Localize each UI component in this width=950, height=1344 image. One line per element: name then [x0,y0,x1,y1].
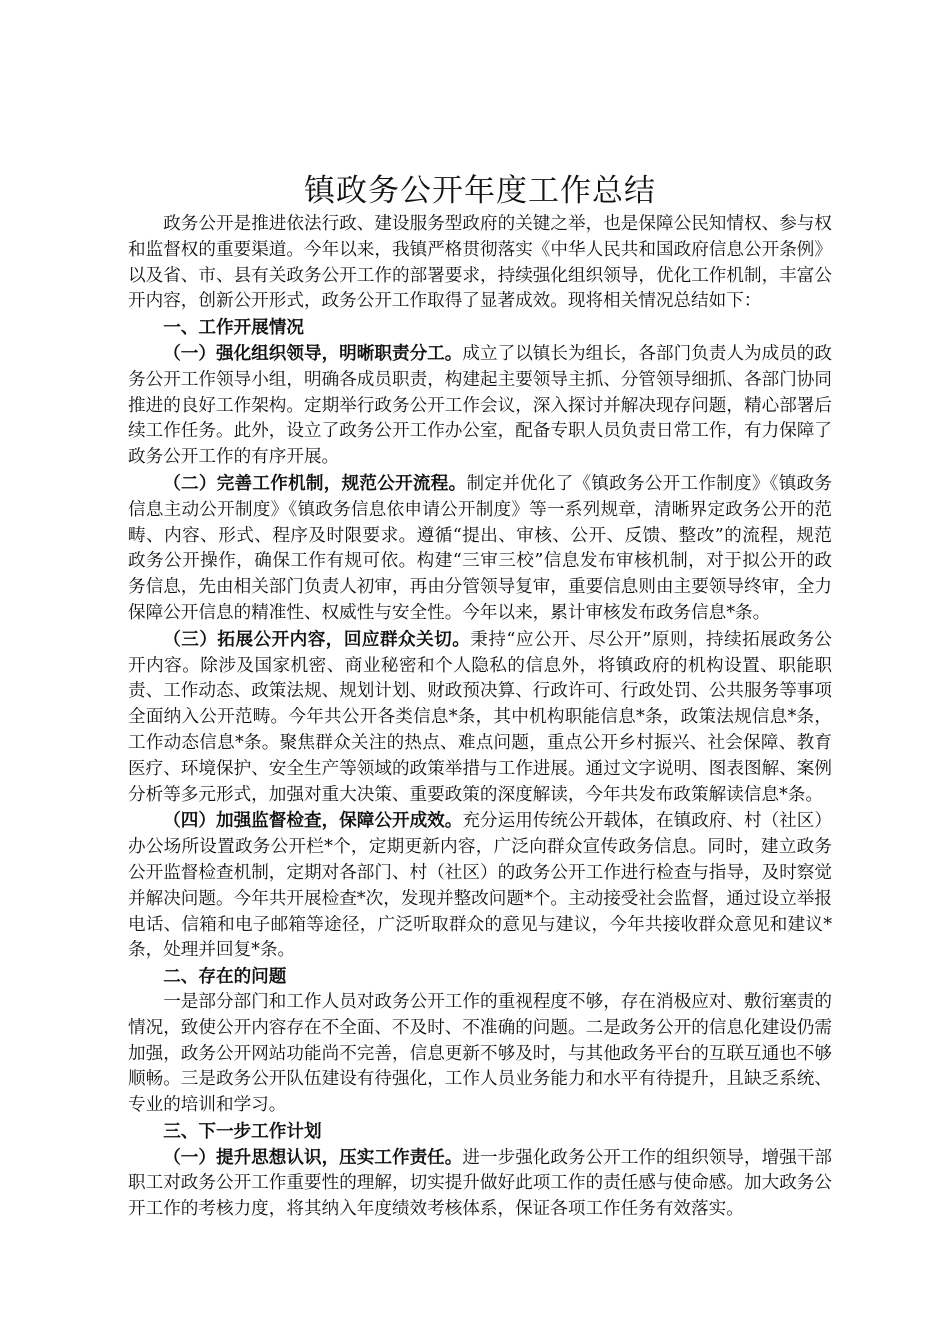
section-heading-work: 一、工作开展情况 [163,317,304,339]
paragraph-organization [128,341,832,471]
paragraph-lead: （一）提升思想认识，压实工作责任。 [163,1146,463,1168]
paragraph-lead: （一）强化组织领导，明晰职责分工。 [163,342,463,364]
intro-paragraph: 政务公开是推进依法行政、建设服务型政府的关键之举，也是保障公民知情权、参与权和监督权的重要渠道。今年以来，我镇严格贯彻落实《中华人民共和国政府信息公开条例》以及省、市、县有关政务公开工作的部署要求，持续强化组织领导，优化工作机制，丰富公开内容，创新公开形式，政务公开工作取得了显著成效。现将相关情况总结如下： [128,214,832,312]
section-heading-plan: 三、下一步工作计划 [163,1120,322,1142]
paragraph-lead: （三）拓展公开内容，回应群众关切。 [163,628,471,650]
paragraph-body: 秉持“应公开、尽公开”原则，持续拓展政务公开内容。除涉及国家机密、商业秘密和个人隐私的信息外，将镇政府的机构设置、职能职责、工作动态、政策法规、规划计划、财政预决算、行政许可、行政处罚、公共服务等事项全面纳入公开范畴。今年共公开各类信息*条，其中机构职能信息*条，政策法规信息*条，工作动态信息*条。聚焦群众关注的热点、难点问题，重点公开乡村振兴、社会保障、教育医疗、环境保护、安全生产等领域的政策举措与工作进展。通过文字说明、图表图解、案例分析等多元形式，加强对重大决策、重要政策的深度解读，今年共发布政策解读信息*条。 [128,629,832,805]
paragraph-lead: （二）完善工作机制，规范公开流程。 [163,472,467,494]
paragraph-lead: （四）加强监督检查，保障公开成效。 [163,810,463,832]
paragraph-problems: 一是部分部门和工作人员对政务公开工作的重视程度不够，存在消极应对、敷衍塞责的情况，致使公开内容存在不全面、不及时、不准确的问题。二是政务公开的信息化建设仍需加强，政务公开网站功能尚不完善，信息更新不够及时，与其他政务平台的互联互通也不够顺畅。三是政务公开队伍建设有待强化，工作人员业务能力和水平有待提升，且缺乏系统、专业的培训和学习。 [128,991,832,1116]
paragraph-supervision [128,808,832,964]
section-heading-problems: 二、存在的问题 [163,966,287,988]
document-body [128,170,832,1223]
paragraph-body: 制定并优化了《镇政务公开工作制度》《镇政务信息主动公开制度》《镇政务信息依申请公开制度》等一系列规章，清晰界定政务公开的范畴、内容、形式、程序及时限要求。遵循“提出、审核、公开、反馈、整改”的流程，规范政务公开操作，确保工作有规可依。构建“三审三校”信息发布审核机制，对于拟公开的政务信息，先由相关部门负责人初审，再由分管领导复审，重要信息则由主要领导终审，全力保障公开信息的精准性、权威性与安全性。今年以来，累计审核发布政务信息*条。 [128,473,832,623]
paragraph-mechanism [128,471,832,627]
paragraph-plan-awareness [128,1145,832,1223]
paragraph-body: 成立了以镇长为组长，各部门负责人为成员的政务公开工作领导小组，明确各成员职责，构建起主要领导主抓、分管领导细抓、各部门协同推进的良好工作架构。定期举行政务公开工作会议，深入探讨并解决现存问题，精心部署后续工作任务。此外，设立了政务公开工作办公室，配备专职人员负责日常工作，有力保障了政务公开工作的有序开展。 [128,343,832,468]
document-title: 镇政务公开年度工作总结 [304,173,656,209]
paragraph-content [128,627,832,809]
paragraph-body: 充分运用传统公开载体，在镇政府、村（社区）办公场所设置政务公开栏*个，定期更新内容，广泛向群众宣传政务信息。同时，建立政务公开监督检查机制，定期对各部门、村（社区）的政务公开工作进行检查与指导，及时察觉并解决问题。今年共开展检查*次，发现并整改问题*个。主动接受社会监督，通过设立举报电话、信箱和电子邮箱等途径，广泛听取群众的意见与建议，今年共接收群众意见和建议*条，处理并回复*条。 [128,811,832,961]
paragraph-body: 进一步强化政务公开工作的组织领导，增强干部职工对政务公开工作重要性的理解，切实提升做好此项工作的责任感与使命感。加大政务公开工作的考核力度，将其纳入年度绩效考核体系，保证各项工作任务有效落实。 [128,1147,832,1220]
